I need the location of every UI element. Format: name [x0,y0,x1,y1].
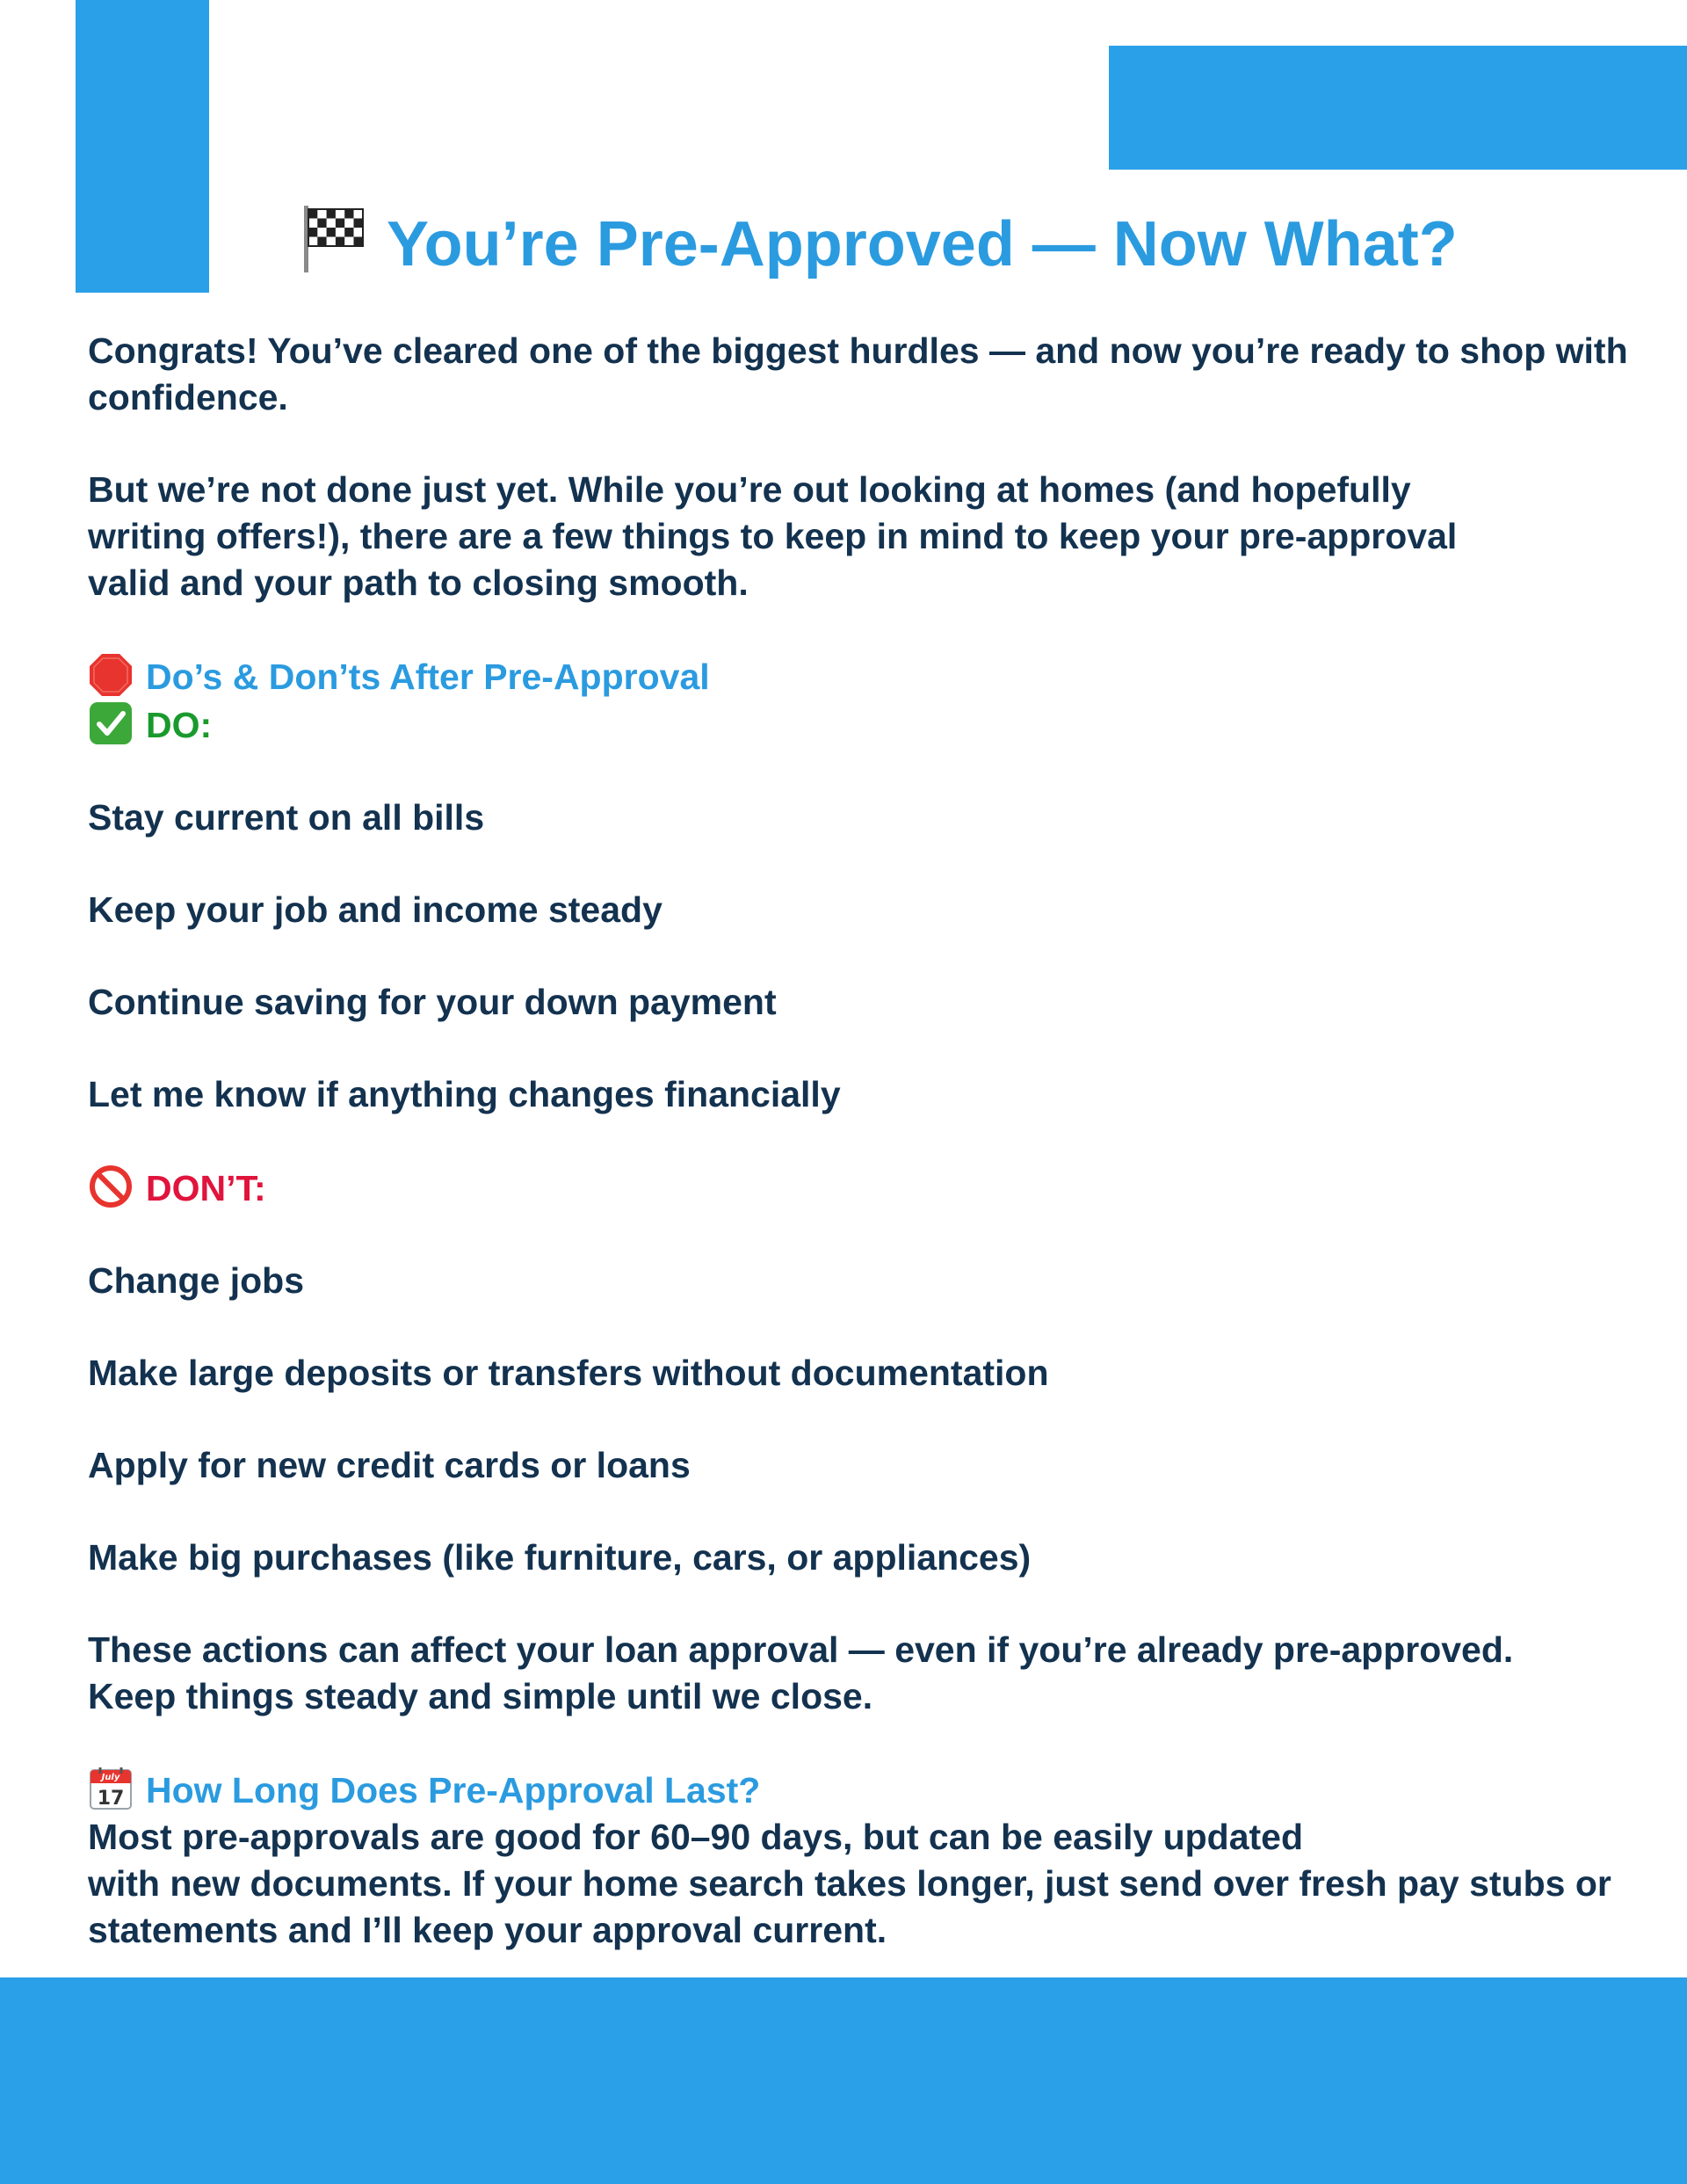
dont-item: Change jobs [88,1260,305,1301]
checkered-flag-icon [299,200,369,274]
page-title [299,200,1458,288]
dont-heading [88,1164,1652,1212]
footer-band [0,1977,1687,2184]
do-item: Stay current on all bills [88,797,485,838]
duration-line-2: with new documents. If your home search takes longer, just send over fresh pay stubs or [88,1863,1611,1904]
intro-paragraph-2-line-3: valid and your path to closing smooth. [88,562,749,603]
do-item: Let me know if anything changes financially [88,1074,841,1114]
dont-item: Make big purchases (like furniture, cars, or appliances) [88,1537,1032,1578]
left-accent-bar [76,0,209,293]
intro-paragraph-2-line-2: writing offers!), there are a few things to keep in mind to keep your pre-approval [88,516,1458,556]
duration-line-3: statements and I’ll keep your approval current. [88,1910,887,1950]
check-mark-icon [88,700,134,746]
top-right-accent-bar [1109,46,1687,170]
calendar-month-label: July [101,1773,120,1782]
warning-line-2: Keep things steady and simple until we close. [88,1676,873,1716]
dont-item: Apply for new credit cards or loans [88,1445,691,1485]
page-content [88,328,1652,1954]
stop-sign-icon [88,652,134,698]
duration-heading-text: How Long Does Pre-Approval Last? [146,1770,761,1810]
calendar-day-label: 17 [97,1788,125,1810]
intro-paragraph-2-line-1: But we’re not done just yet. While you’re out looking at homes (and hopefully [88,469,1411,510]
intro-paragraph: Congrats! You’ve cleared one of the biggest hurdles — and now you’re ready to shop with confidence. [88,330,1628,417]
calendar-icon [88,1766,134,1811]
dos-donts-heading [88,652,1652,700]
do-item: Keep your job and income steady [88,889,662,930]
prohibited-icon [88,1164,134,1209]
dont-item: Make large deposits or transfers without documentation [88,1353,1049,1393]
warning-line-1: These actions can affect your loan approval — even if you’re already pre-approved. [88,1629,1514,1670]
dos-donts-heading-text: Do’s & Don’ts After Pre-Approval [146,657,710,697]
page-title-text: You’re Pre-Approved — Now What? [387,209,1458,279]
do-heading-text: DO: [146,705,213,745]
do-heading [88,700,1652,749]
duration-heading [88,1766,1652,1814]
duration-line-1: Most pre-approvals are good for 60–90 days, but can be easily updated [88,1817,1304,1857]
do-item: Continue saving for your down payment [88,982,777,1022]
dont-heading-text: DON’T: [146,1168,266,1208]
